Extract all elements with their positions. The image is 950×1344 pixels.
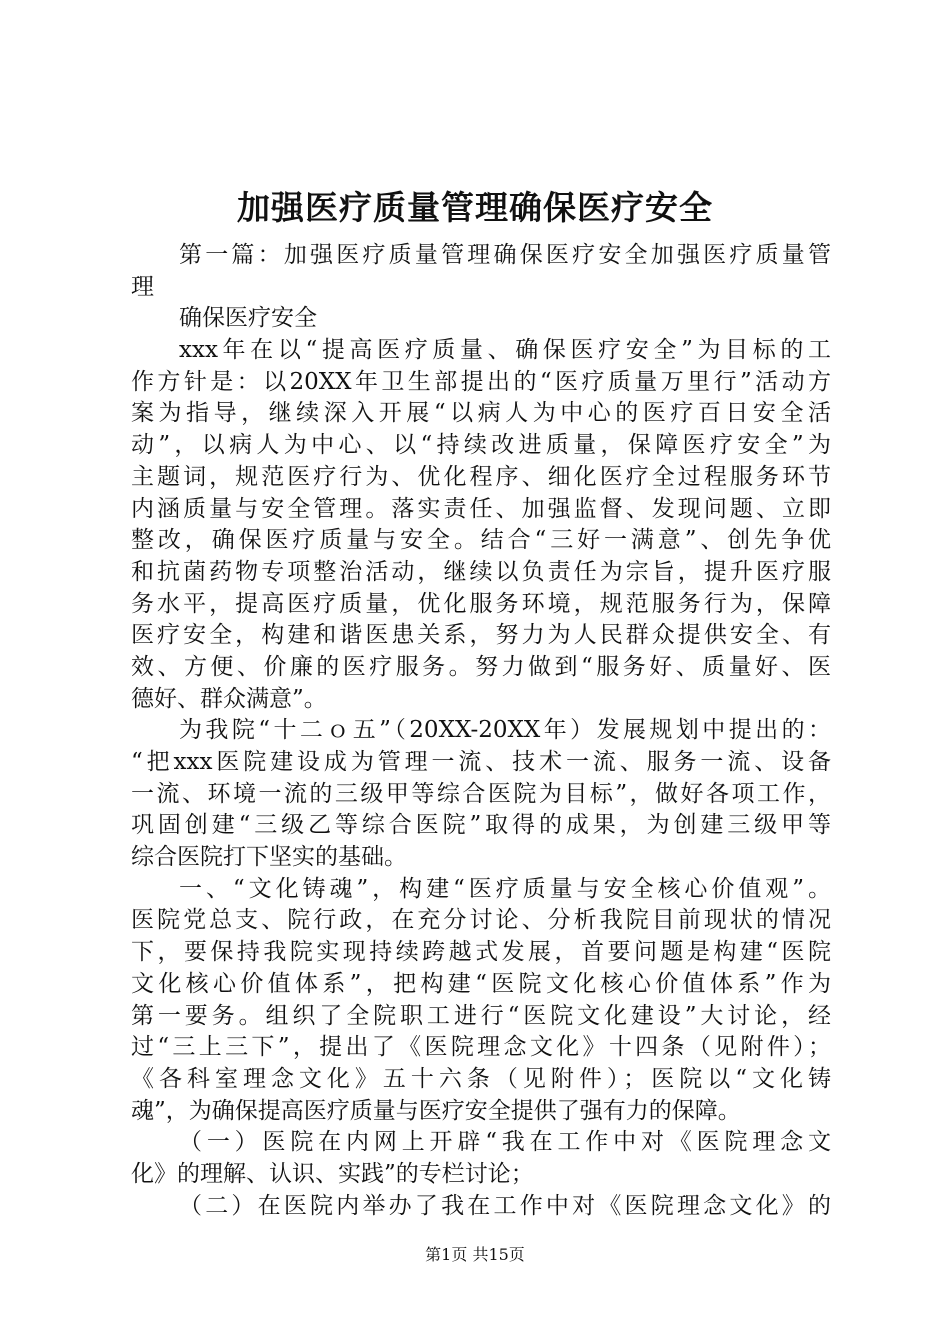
text-line: 文化核心价值体系”，把构建“医院文化核心价值体系”作为 [131,970,831,997]
text-line: 理 [131,273,154,300]
document-body [131,240,831,1222]
text-line: 巩固创建“三级乙等综合医院”取得的成果，为创建三级甲等 [131,812,831,839]
text-line: 作方针是：以20XX年卫生部提出的“医疗质量万里行”活动方 [131,368,831,395]
document-title: 加强医疗质量管理确保医疗安全 [237,188,713,227]
text-line: 一流、环境一流的三级甲等综合医院为目标”，做好各项工作， [131,780,831,807]
text-line: 第一篇：加强医疗质量管理确保医疗安全加强医疗质量管 [179,242,831,268]
page-footer: 第1页 共15页 [425,1245,525,1264]
text-line: 案为指导，继续深入开展“以病人为中心的医疗百日安全活 [131,400,831,427]
text-line: xxx年在以“提高医疗质量、确保医疗安全”为目标的工 [179,337,831,364]
text-line: “把xxx医院建设成为管理一流、技术一流、服务一流、设备 [131,749,831,775]
text-line: 确保医疗安全 [179,305,317,332]
text-line: 医疗安全，构建和谐医患关系，努力为人民群众提供安全、有 [131,622,831,649]
text-line: 为我院“十二ｏ五”（20XX-20XX年）发展规划中提出的： [179,717,831,744]
text-line: （二）在医院内举办了我在工作中对《医院理念文化》的 [179,1192,831,1219]
text-line: 动”，以病人为中心、以“持续改进质量，保障医疗安全”为 [131,432,831,459]
text-line: 效、方便、价廉的医疗服务。努力做到“服务好、质量好、医 [131,653,831,680]
text-line: 一、“文化铸魂”，构建“医疗质量与安全核心价值观”。 [179,875,831,902]
text-line: 整改，确保医疗质量与安全。结合“三好一满意”、创先争优 [131,527,831,554]
text-line: 内涵质量与安全管理。落实责任、加强监督、发现问题、立即 [131,495,831,522]
text-line: 主题词，规范医疗行为、优化程序、细化医疗全过程服务环节 [131,463,831,490]
text-line: （一）医院在内网上开辟“我在工作中对《医院理念文 [179,1129,831,1156]
text-line: 务水平，提高医疗质量，优化服务环境，规范服务行为，保障 [131,590,831,617]
text-line: 第一要务。组织了全院职工进行“医院文化建设”大讨论，经 [131,1002,831,1029]
text-line: 下，要保持我院实现持续跨越式发展，首要问题是构建“医院 [131,939,831,966]
text-line: 化》的理解、认识、实践”的专栏讨论； [131,1160,534,1187]
text-line: 《各科室理念文化》五十六条（见附件）；医院以“文化铸 [131,1065,831,1092]
text-line: 魂”，为确保提高医疗质量与医疗安全提供了强有力的保障。 [131,1097,741,1124]
text-line: 医院党总支、院行政，在充分讨论、分析我院目前现状的情况 [131,907,831,934]
text-line: 综合医院打下坚实的基础。 [131,844,407,871]
text-line: 德好、群众满意”。 [131,685,327,712]
text-line: 和抗菌药物专项整治活动，继续以负责任为宗旨，提升医疗服 [131,558,831,585]
text-line: 过“三上三下”，提出了《医院理念文化》十四条（见附件）； [131,1034,831,1061]
